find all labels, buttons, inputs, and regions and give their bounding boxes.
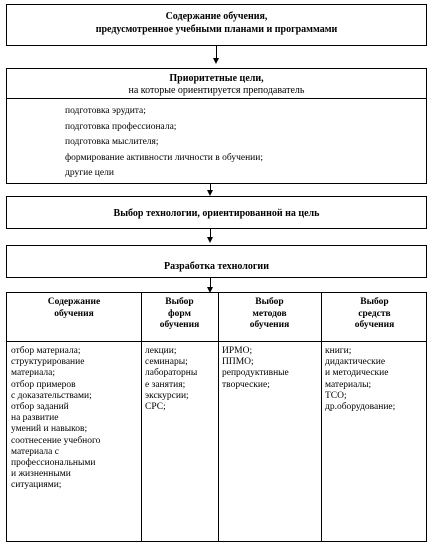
technology-choice-text: Выбор технологии, ориентированной на цель	[113, 208, 320, 219]
list-item: экскурсии;	[145, 390, 189, 401]
list-item: профессиональными	[11, 458, 96, 469]
list-item: материала;	[11, 368, 56, 379]
means-column	[325, 346, 427, 413]
header-methods: Выбор методов обучения	[249, 297, 290, 330]
content-box	[6, 4, 427, 46]
list-item: с доказательствами;	[11, 390, 92, 401]
arrow-3	[207, 237, 213, 243]
list-item: ИРМО;	[222, 346, 253, 356]
goal-item: подготовка профессионала;	[65, 121, 177, 132]
goals-box	[6, 68, 427, 184]
list-item: ситуациями;	[11, 480, 62, 491]
list-item: отбор материала;	[11, 346, 81, 356]
technology-development-text: Разработка технологии	[164, 261, 269, 272]
forms-column	[145, 346, 217, 413]
list-item: ППМО;	[222, 357, 254, 368]
list-item: репродуктивные	[222, 368, 289, 379]
content-column	[11, 346, 139, 492]
connector-1	[216, 46, 217, 58]
list-item: книги;	[325, 346, 352, 356]
table-header-divider	[7, 341, 426, 342]
header-forms: Выбор форм обучения	[159, 297, 200, 330]
technology-choice-box	[6, 196, 427, 229]
goals-subtitle: на которые ориентируется преподаватель	[128, 85, 305, 96]
list-item: отбор примеров	[11, 379, 76, 390]
list-item: на развитие	[11, 413, 59, 424]
connector-3	[210, 229, 211, 237]
list-item: соотнесение учебного	[11, 435, 101, 446]
header-content: Содержание обучения	[47, 297, 101, 319]
connector-4	[210, 278, 211, 287]
steps-table	[6, 292, 427, 542]
goals-title: Приоритетные цели,	[169, 73, 264, 84]
header-means: Выбор средств обучения	[354, 297, 395, 330]
list-item: лекции;	[145, 346, 177, 356]
list-item: ТСО;	[325, 390, 347, 401]
list-item: структурирование	[11, 357, 85, 368]
list-item: материала с	[11, 446, 59, 457]
list-item: семинары;	[145, 357, 188, 368]
list-item: отбор заданий	[11, 402, 69, 413]
goals-divider	[7, 98, 426, 99]
list-item: др.оборудование;	[325, 402, 396, 413]
list-item: СРС;	[145, 402, 166, 413]
goal-item: подготовка мыслителя;	[65, 137, 159, 147]
goal-item: формирование активности личности в обучении;	[65, 152, 263, 163]
goal-item: другие цели	[65, 168, 114, 178]
content-box-line2: предусмотренное учебными планами и программами	[95, 24, 338, 35]
list-item: лабораторны	[145, 368, 198, 379]
technology-development-box	[6, 245, 427, 278]
goal-item: подготовка эрудита;	[65, 106, 146, 116]
list-item: е занятия;	[145, 379, 186, 390]
goals-list	[65, 104, 263, 182]
list-item: умений и навыков;	[11, 424, 88, 435]
list-item: и методические	[325, 368, 389, 379]
list-item: материалы;	[325, 379, 372, 390]
list-item: и жизненными	[11, 469, 71, 480]
list-item: дидактические	[325, 357, 386, 368]
methods-column	[222, 346, 320, 391]
content-box-line1: Содержание обучения,	[165, 11, 268, 22]
arrow-1	[213, 58, 219, 64]
list-item: творческие;	[222, 379, 270, 390]
